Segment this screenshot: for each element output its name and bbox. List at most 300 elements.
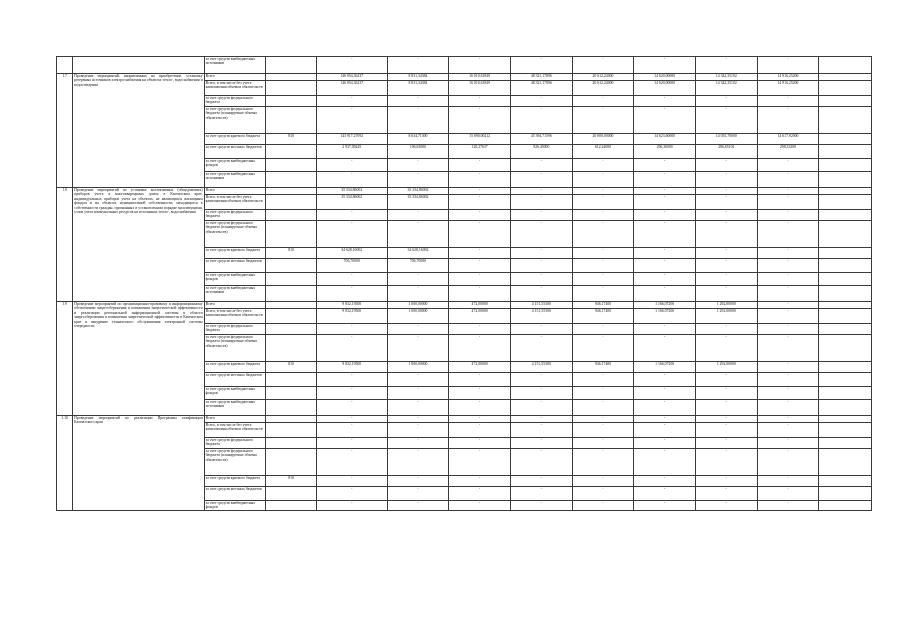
item-number: 1.8	[57, 188, 73, 302]
amount-cell: -	[316, 324, 387, 335]
amount-cell: 16 010,61849	[449, 81, 511, 96]
amount-cell: -	[316, 501, 387, 511]
admin-code	[266, 107, 317, 134]
spare-cell	[819, 423, 872, 438]
spare-cell	[819, 172, 872, 188]
amount-cell: -	[510, 159, 572, 172]
admin-code	[266, 449, 317, 476]
admin-code	[266, 74, 317, 81]
amount-cell: -	[387, 387, 449, 400]
funding-source: Всего	[204, 302, 266, 309]
amount-cell: -	[634, 248, 696, 259]
amount-cell: -	[572, 387, 634, 400]
amount-cell: -	[634, 286, 696, 302]
amount-cell: -	[757, 449, 819, 476]
amount-cell: 20 612,24000	[572, 74, 634, 81]
amount-cell: 34 628,16002	[316, 248, 387, 259]
amount-cell: -	[387, 487, 449, 501]
amount-cell: -	[510, 387, 572, 400]
amount-cell: -	[387, 416, 449, 423]
measure-description: Проведение мероприятий, направленных на приобретение, установку резервных источников электроснабжения на объектах тепло-, водоснабжения и водоотведения	[73, 74, 204, 188]
amount-cell: 1 166,07200	[634, 309, 696, 324]
amount-cell: -	[387, 57, 449, 74]
amount-cell: -	[449, 273, 511, 286]
amount-cell: -	[572, 449, 634, 476]
amount-cell: 35 334,86002	[316, 188, 387, 195]
amount-cell: -	[695, 96, 757, 107]
amount-cell: -	[634, 188, 696, 195]
amount-cell: -	[634, 438, 696, 449]
amount-cell: -	[695, 324, 757, 335]
budget-table	[56, 56, 872, 511]
amount-cell: -	[757, 286, 819, 302]
funding-source: за счет средств федерального бюджета	[204, 96, 266, 107]
funding-source: за счет средств федерального бюджета	[204, 438, 266, 449]
amount-cell: -	[510, 210, 572, 221]
amount-cell: -	[695, 172, 757, 188]
spare-cell	[819, 302, 872, 309]
amount-cell: -	[449, 107, 511, 134]
amount-cell: 706,70000	[316, 259, 387, 273]
amount-cell: 1 292,00000	[695, 309, 757, 324]
amount-cell: -	[757, 400, 819, 416]
amount-cell: -	[634, 373, 696, 387]
spare-cell	[819, 387, 872, 400]
amount-cell: -	[572, 159, 634, 172]
spare-cell	[819, 324, 872, 335]
funding-source: за счет средств федерального бюджета (планируемые объемы обязательств)	[204, 221, 266, 248]
admin-code	[266, 286, 317, 302]
amount-cell: -	[757, 309, 819, 324]
amount-cell: 1 292,00000	[695, 302, 757, 309]
amount-cell: -	[449, 487, 511, 501]
funding-source: за счет средств внебюджетных источников	[204, 57, 266, 74]
amount-cell: 946,17400	[572, 362, 634, 373]
amount-cell: -	[695, 373, 757, 387]
amount-cell: -	[449, 96, 511, 107]
amount-cell: -	[757, 57, 819, 74]
funding-source: за счет средств федерального бюджета (планируемые объемы обязательств)	[204, 449, 266, 476]
amount-cell: -	[449, 221, 511, 248]
amount-cell: -	[449, 476, 511, 487]
funding-source: за счет средств внебюджетных фондов	[204, 501, 266, 511]
amount-cell: -	[316, 221, 387, 248]
spare-cell	[819, 273, 872, 286]
admin-code	[266, 423, 317, 438]
amount-cell: -	[387, 96, 449, 107]
amount-cell: -	[449, 172, 511, 188]
funding-source: Всего	[204, 188, 266, 195]
spare-cell	[819, 159, 872, 172]
spare-cell	[819, 487, 872, 501]
amount-cell: -	[572, 286, 634, 302]
spare-cell	[819, 286, 872, 302]
amount-cell: 48 321,17896	[510, 81, 572, 96]
amount-cell: -	[572, 210, 634, 221]
funding-source: за счет средств внебюджетных источников	[204, 286, 266, 302]
amount-cell: -	[757, 302, 819, 309]
admin-code	[266, 172, 317, 188]
spare-cell	[819, 134, 872, 145]
funding-source: за счет средств федерального бюджета	[204, 210, 266, 221]
amount-cell: -	[634, 195, 696, 210]
funding-source: за счет средств внебюджетных фондов	[204, 159, 266, 172]
amount-cell: 14 342,35102	[695, 81, 757, 96]
amount-cell: -	[572, 416, 634, 423]
amount-cell: -	[695, 335, 757, 362]
amount-cell: 14 617,92000	[757, 134, 819, 145]
amount-cell: 8 634,71300	[387, 134, 449, 145]
admin-code	[266, 416, 317, 423]
admin-code	[266, 188, 317, 195]
amount-cell: -	[634, 487, 696, 501]
amount-cell: -	[387, 373, 449, 387]
amount-cell: -	[510, 501, 572, 511]
admin-code	[266, 195, 317, 210]
funding-source: за счет средств внебюджетных источников	[204, 400, 266, 416]
amount-cell: -	[572, 324, 634, 335]
funding-source: за счет средств внебюджетных источников	[204, 172, 266, 188]
spare-cell	[819, 335, 872, 362]
amount-cell: 1 166,07200	[634, 362, 696, 373]
amount-cell: -	[572, 195, 634, 210]
amount-cell: 35 334,86002	[387, 188, 449, 195]
amount-cell: -	[695, 423, 757, 438]
amount-cell: -	[634, 210, 696, 221]
amount-cell: -	[510, 449, 572, 476]
amount-cell: -	[510, 172, 572, 188]
amount-cell: 4 151,55300	[510, 362, 572, 373]
amount-cell: -	[316, 172, 387, 188]
funding-source: Всего, в том числе без учета капвложения объемов обязательств	[204, 423, 266, 438]
amount-cell: 1 000,00000	[387, 302, 449, 309]
budget-table-body	[57, 57, 872, 511]
amount-cell: 48 321,17896	[510, 74, 572, 81]
spare-cell	[819, 438, 872, 449]
funding-source: Всего, в том числе без учета капвложения объемов обязательств	[204, 81, 266, 96]
amount-cell: -	[695, 476, 757, 487]
admin-code	[266, 387, 317, 400]
amount-cell: -	[316, 416, 387, 423]
amount-cell: -	[634, 96, 696, 107]
amount-cell: -	[757, 362, 819, 373]
amount-cell: -	[316, 57, 387, 74]
amount-cell: -	[316, 423, 387, 438]
amount-cell: -	[510, 259, 572, 273]
amount-cell: -	[634, 107, 696, 134]
measure-description: Проведение мероприятий по организационно-правовому и информационному обеспечению энергосбережения и повышения энергетической эффективности и реализации региональной информационной системы в области энергосбережения и повышения энергетической эффективности в Камчатском крае и внедрение технического обслуживания электронной системы очередности	[73, 302, 204, 416]
amount-cell: -	[316, 400, 387, 416]
amount-cell: 946,17400	[572, 309, 634, 324]
admin-code	[266, 145, 317, 159]
admin-code	[266, 159, 317, 172]
amount-cell: -	[449, 373, 511, 387]
spare-cell	[819, 107, 872, 134]
amount-cell: -	[757, 248, 819, 259]
amount-cell: 1 166,07200	[634, 302, 696, 309]
amount-cell: -	[695, 286, 757, 302]
amount-cell: -	[757, 324, 819, 335]
amount-cell: -	[316, 476, 387, 487]
amount-cell: 14 916,25206	[757, 74, 819, 81]
amount-cell: 20 000,00000	[572, 134, 634, 145]
amount-cell: -	[572, 273, 634, 286]
amount-cell: -	[316, 373, 387, 387]
amount-cell: -	[316, 286, 387, 302]
amount-cell: -	[634, 273, 696, 286]
amount-cell: -	[387, 324, 449, 335]
amount-cell: -	[695, 487, 757, 501]
amount-cell: 1 000,00000	[387, 309, 449, 324]
amount-cell: 9 832,19500	[316, 309, 387, 324]
table-row	[57, 416, 872, 423]
amount-cell: -	[695, 210, 757, 221]
amount-cell: -	[572, 259, 634, 273]
amount-cell: -	[510, 373, 572, 387]
funding-source: за счет средств местных бюджетов	[204, 487, 266, 501]
amount-cell: -	[510, 221, 572, 248]
funding-source: за счет средств местных бюджетов	[204, 145, 266, 159]
item-number: 1.7	[57, 74, 73, 188]
spare-cell	[819, 309, 872, 324]
amount-cell: -	[572, 248, 634, 259]
amount-cell: -	[449, 501, 511, 511]
amount-cell: -	[757, 210, 819, 221]
amount-cell: -	[757, 96, 819, 107]
amount-cell: -	[634, 172, 696, 188]
spare-cell	[819, 501, 872, 511]
amount-cell: -	[572, 373, 634, 387]
funding-source: за счет средств федерального бюджета	[204, 324, 266, 335]
amount-cell: -	[510, 335, 572, 362]
item-number: 1.9	[57, 302, 73, 416]
amount-cell: 35 334,86002	[316, 195, 387, 210]
amount-cell: 14 623,60000	[634, 134, 696, 145]
funding-source: за счет средств местных бюджетов	[204, 259, 266, 273]
spare-cell	[819, 57, 872, 74]
amount-cell: -	[316, 107, 387, 134]
spare-cell	[819, 400, 872, 416]
amount-cell: -	[695, 188, 757, 195]
amount-cell: -	[634, 416, 696, 423]
admin-code	[266, 57, 317, 74]
spare-cell	[819, 210, 872, 221]
amount-cell: -	[316, 273, 387, 286]
item-number	[57, 57, 73, 74]
admin-code	[266, 438, 317, 449]
funding-source: за счет средств краевого бюджета	[204, 476, 266, 487]
amount-cell: -	[757, 335, 819, 362]
amount-cell: -	[695, 195, 757, 210]
amount-cell: -	[695, 273, 757, 286]
admin-code	[266, 335, 317, 362]
funding-source: за счет средств краевого бюджета	[204, 362, 266, 373]
amount-cell: 9 832,19500	[316, 362, 387, 373]
amount-cell: -	[695, 248, 757, 259]
funding-source: за счет средств федерального бюджета (планируемые объемы обязательств)	[204, 107, 266, 134]
amount-cell: -	[449, 335, 511, 362]
amount-cell: -	[449, 387, 511, 400]
amount-cell: 20 612,24000	[572, 81, 634, 96]
amount-cell: 14 342,35102	[695, 74, 757, 81]
amount-cell: -	[757, 188, 819, 195]
amount-cell: -	[387, 286, 449, 302]
spare-cell	[819, 145, 872, 159]
funding-source: за счет средств местных бюджетов	[204, 373, 266, 387]
amount-cell: -	[316, 449, 387, 476]
admin-code	[266, 309, 317, 324]
amount-cell: 120,27637	[449, 145, 511, 159]
amount-cell: 8 831,34384	[387, 81, 449, 96]
amount-cell: -	[572, 221, 634, 248]
amount-cell: -	[316, 387, 387, 400]
amount-cell: 14 620,00000	[634, 81, 696, 96]
spare-cell	[819, 74, 872, 81]
amount-cell: -	[695, 259, 757, 273]
admin-code	[266, 324, 317, 335]
amount-cell: 15 890,00212	[449, 134, 511, 145]
amount-cell: -	[695, 400, 757, 416]
amount-cell: -	[634, 221, 696, 248]
amount-cell: -	[572, 438, 634, 449]
spare-cell	[819, 476, 872, 487]
admin-code	[266, 210, 317, 221]
amount-cell: -	[572, 487, 634, 501]
admin-code	[266, 81, 317, 96]
funding-source: за счет средств внебюджетных фондов	[204, 273, 266, 286]
amount-cell: 2 937,09245	[316, 145, 387, 159]
amount-cell: -	[634, 259, 696, 273]
amount-cell: -	[572, 400, 634, 416]
amount-cell: -	[387, 476, 449, 487]
amount-cell: -	[316, 487, 387, 501]
amount-cell: -	[634, 400, 696, 416]
admin-code: 810	[266, 362, 317, 373]
amount-cell: -	[510, 423, 572, 438]
amount-cell: -	[387, 449, 449, 476]
amount-cell: -	[449, 324, 511, 335]
admin-code	[266, 259, 317, 273]
amount-cell: -	[316, 159, 387, 172]
amount-cell: -	[449, 416, 511, 423]
amount-cell: 14 055,70000	[695, 134, 757, 145]
spare-cell	[819, 362, 872, 373]
admin-code	[266, 373, 317, 387]
amount-cell: -	[757, 423, 819, 438]
funding-source: за счет средств федерального бюджета (планируемые объемы обязательств)	[204, 335, 266, 362]
amount-cell: -	[757, 221, 819, 248]
funding-source: Всего	[204, 416, 266, 423]
amount-cell: 472,00000	[449, 302, 511, 309]
admin-code	[266, 487, 317, 501]
amount-cell: -	[316, 96, 387, 107]
table-row	[57, 302, 872, 309]
amount-cell: -	[449, 400, 511, 416]
amount-cell: -	[449, 57, 511, 74]
admin-code	[266, 501, 317, 511]
amount-cell: -	[510, 324, 572, 335]
amount-cell: 8 831,34384	[387, 74, 449, 81]
measure-description: Проведение мероприятий по установке коллективных (общедомовых) приборов учета в многоквартирных домах в Камчатском крае, индивидуальных приборов учета на объектах, не являющихся жилищным фондом и на объектах муниципальной собственности, находящихся в собственности граждан, признанных в установленном порядке малоимущими, узлов учета коммунальных ресурсов на источниках тепло-, водоснабжения	[73, 188, 204, 302]
amount-cell: 298,33208	[757, 145, 819, 159]
amount-cell: 35 334,86002	[387, 195, 449, 210]
amount-cell: -	[572, 172, 634, 188]
amount-cell: -	[387, 273, 449, 286]
amount-cell: -	[449, 449, 511, 476]
amount-cell: -	[387, 172, 449, 188]
table-row	[57, 57, 872, 74]
amount-cell: -	[510, 273, 572, 286]
amount-cell: -	[757, 172, 819, 188]
amount-cell: 946,17400	[572, 302, 634, 309]
table-row	[57, 188, 872, 195]
amount-cell: 706,70000	[387, 259, 449, 273]
amount-cell: -	[387, 335, 449, 362]
spare-cell	[819, 449, 872, 476]
amount-cell: -	[449, 286, 511, 302]
amount-cell: -	[757, 259, 819, 273]
amount-cell: -	[757, 159, 819, 172]
spare-cell	[819, 221, 872, 248]
spare-cell	[819, 96, 872, 107]
amount-cell: -	[695, 221, 757, 248]
spare-cell	[819, 195, 872, 210]
amount-cell: -	[510, 57, 572, 74]
amount-cell: -	[695, 449, 757, 476]
spare-cell	[819, 248, 872, 259]
amount-cell: -	[449, 210, 511, 221]
amount-cell: -	[757, 387, 819, 400]
amount-cell: -	[695, 57, 757, 74]
spare-cell	[819, 416, 872, 423]
amount-cell: -	[757, 438, 819, 449]
measure-description	[73, 57, 204, 74]
amount-cell: -	[757, 373, 819, 387]
amount-cell: -	[510, 487, 572, 501]
amount-cell: -	[449, 195, 511, 210]
amount-cell: -	[387, 159, 449, 172]
admin-code: 810	[266, 134, 317, 145]
amount-cell: -	[634, 501, 696, 511]
amount-cell: -	[695, 501, 757, 511]
admin-code: 810	[266, 476, 317, 487]
amount-cell: -	[510, 248, 572, 259]
amount-cell: 143 917,27092	[316, 134, 387, 145]
amount-cell: -	[634, 387, 696, 400]
amount-cell: -	[572, 57, 634, 74]
amount-cell: -	[572, 107, 634, 134]
amount-cell: -	[634, 324, 696, 335]
amount-cell: -	[634, 449, 696, 476]
amount-cell: -	[510, 476, 572, 487]
amount-cell: -	[757, 416, 819, 423]
amount-cell: -	[634, 57, 696, 74]
amount-cell: 16 010,61849	[449, 74, 511, 81]
amount-cell: -	[387, 423, 449, 438]
amount-cell: 4 151,55300	[510, 309, 572, 324]
amount-cell: -	[510, 416, 572, 423]
amount-cell: -	[449, 438, 511, 449]
amount-cell: -	[757, 501, 819, 511]
amount-cell: 926,45000	[510, 145, 572, 159]
amount-cell: -	[387, 438, 449, 449]
spare-cell	[819, 259, 872, 273]
amount-cell: 146 854,36237	[316, 74, 387, 81]
amount-cell: -	[572, 335, 634, 362]
admin-code	[266, 400, 317, 416]
amount-cell: -	[572, 501, 634, 511]
amount-cell: -	[510, 195, 572, 210]
